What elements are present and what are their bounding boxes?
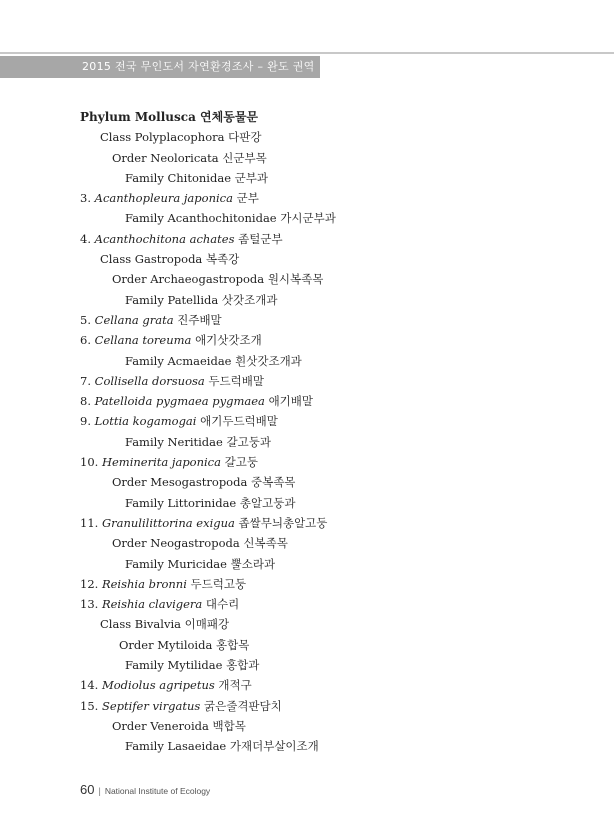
korean-name: 좁쌀무늬총알고둥 <box>238 515 328 530</box>
korean-name: 대수리 <box>205 597 240 612</box>
species-entry <box>80 574 580 594</box>
rank-label: Order <box>112 272 147 287</box>
rank-label: Family <box>125 353 164 368</box>
species-name: Cellana grata <box>94 312 174 327</box>
running-header <box>0 56 320 78</box>
species-number: 4. <box>80 231 91 246</box>
species-name: Reishia clavigera <box>101 597 203 612</box>
rank-label: Family <box>125 658 164 673</box>
taxon-name: Bivalvia <box>134 617 181 632</box>
species-number: 9. <box>80 414 91 429</box>
korean-name: 갈고둥과 <box>226 434 271 449</box>
species-name: Septifer virgatus <box>101 698 201 713</box>
rank-label: Order <box>112 536 147 551</box>
korean-name: 애기두드럭배말 <box>200 414 278 429</box>
species-entry <box>80 229 580 249</box>
species-number: 3. <box>80 191 91 206</box>
korean-name: 개적구 <box>218 678 252 693</box>
korean-name: 뿔소라과 <box>230 556 276 571</box>
family-entry <box>80 351 580 371</box>
korean-name: 삿갓조개과 <box>221 292 278 307</box>
korean-name: 신복족목 <box>243 536 288 551</box>
korean-name: 애기배말 <box>268 394 314 409</box>
korean-name: 백합목 <box>212 718 246 733</box>
species-number: 12. <box>80 576 99 591</box>
rank-label: Family <box>125 739 164 754</box>
species-entry <box>80 330 580 350</box>
running-header-title: 2015 전국 무인도서 자연환경조사 – 완도 권역 <box>82 60 315 73</box>
taxon-name: Neritidae <box>167 434 223 449</box>
taxon-name: Acmaeidae <box>167 353 232 368</box>
taxon-name: Chitonidae <box>167 170 232 185</box>
species-entry <box>80 594 580 614</box>
taxon-name: Mollusca <box>134 110 196 124</box>
institute-name: National Institute of Ecology <box>104 786 211 796</box>
species-name: Patelloida pygmaea pygmaea <box>94 394 265 409</box>
rank-label: Order <box>112 718 147 733</box>
header-accent <box>0 56 76 78</box>
species-number: 10. <box>80 455 99 470</box>
taxon-name: Neogastropoda <box>150 536 240 551</box>
page-footer <box>80 780 210 800</box>
order-entry <box>80 533 580 553</box>
species-name: Acanthochitona achates <box>94 231 235 246</box>
rank-label: Order <box>119 637 154 652</box>
class-entry <box>80 127 580 147</box>
family-entry <box>80 493 580 513</box>
korean-name: 중복족목 <box>250 475 296 490</box>
korean-name: 총알고둥과 <box>239 495 296 510</box>
rank-label: Family <box>125 170 164 185</box>
class-entry <box>80 614 580 634</box>
rank-label: Order <box>112 475 147 490</box>
species-name: Lottia kogamogai <box>94 414 197 429</box>
rank-label: Family <box>125 211 164 226</box>
rank-label: Phylum <box>80 110 131 124</box>
top-rule <box>0 52 614 54</box>
order-entry <box>80 148 580 168</box>
family-entry <box>80 168 580 188</box>
korean-name: 가시군부과 <box>280 211 336 226</box>
species-name: Cellana toreuma <box>94 333 192 348</box>
species-entry <box>80 310 580 330</box>
species-number: 13. <box>80 597 99 612</box>
taxon-name: Mytilidae <box>167 658 223 673</box>
korean-name: 다판강 <box>228 130 262 145</box>
korean-name: 군부 <box>236 191 259 206</box>
rank-label: Family <box>125 556 164 571</box>
korean-name: 연체동물문 <box>200 110 259 124</box>
species-name: Acanthopleura japonica <box>94 191 233 206</box>
korean-name: 원시복족목 <box>267 272 324 287</box>
species-entry <box>80 188 580 208</box>
rank-label: Family <box>125 292 164 307</box>
rank-label: Order <box>112 150 147 165</box>
taxon-name: Littorinidae <box>167 495 237 510</box>
taxon-name: Neoloricata <box>150 150 219 165</box>
rank-label: Family <box>125 495 164 510</box>
family-entry <box>80 736 580 756</box>
class-entry <box>80 249 580 269</box>
korean-name: 진주배말 <box>177 312 222 327</box>
species-entry <box>80 513 580 533</box>
species-name: Granulilittorina exigua <box>101 515 235 530</box>
phylum-entry <box>80 107 580 127</box>
order-entry <box>80 716 580 736</box>
species-number: 7. <box>80 373 91 388</box>
korean-name: 홍합목 <box>215 637 250 652</box>
page-number: 60 <box>80 782 95 797</box>
species-name: Reishia bronni <box>101 576 187 591</box>
species-number: 15. <box>80 698 99 713</box>
species-name: Collisella dorsuosa <box>94 373 205 388</box>
korean-name: 복족강 <box>205 252 240 267</box>
family-entry <box>80 208 580 228</box>
taxon-name: Mytiloida <box>157 637 213 652</box>
taxon-name: Gastropoda <box>134 252 203 267</box>
species-entry <box>80 391 580 411</box>
korean-name: 흰삿갓조개과 <box>235 353 302 368</box>
footer-separator: | <box>98 786 101 796</box>
korean-name: 좀털군부 <box>238 231 283 246</box>
taxon-name: Veneroida <box>150 718 209 733</box>
taxon-name: Acanthochitonidae <box>167 211 277 226</box>
family-entry <box>80 554 580 574</box>
species-entry <box>80 411 580 431</box>
taxon-name: Mesogastropoda <box>150 475 248 490</box>
species-number: 5. <box>80 312 91 327</box>
korean-name: 이매패강 <box>184 617 230 632</box>
family-entry <box>80 655 580 675</box>
korean-name: 굵은줄격판담치 <box>204 698 282 713</box>
rank-label: Class <box>100 252 132 267</box>
korean-name: 애기삿갓조개 <box>195 333 262 348</box>
korean-name: 군부과 <box>234 170 268 185</box>
korean-name: 가재더부살이조개 <box>229 739 319 754</box>
species-entry <box>80 675 580 695</box>
taxonomy-list <box>80 107 580 757</box>
order-entry <box>80 472 580 492</box>
species-entry <box>80 371 580 391</box>
taxon-name: Lasaeidae <box>167 739 227 754</box>
taxon-name: Archaeogastropoda <box>150 272 265 287</box>
taxon-name: Patellida <box>167 292 219 307</box>
order-entry <box>80 635 580 655</box>
taxon-name: Muricidae <box>167 556 227 571</box>
korean-name: 신군부목 <box>222 150 267 165</box>
family-entry <box>80 290 580 310</box>
species-entry <box>80 452 580 472</box>
taxon-name: Polyplacophora <box>134 130 225 145</box>
species-number: 14. <box>80 678 99 693</box>
korean-name: 홍합과 <box>226 658 260 673</box>
species-number: 8. <box>80 394 91 409</box>
species-entry <box>80 696 580 716</box>
korean-name: 두드럭배말 <box>208 373 264 388</box>
family-entry <box>80 432 580 452</box>
species-name: Heminerita japonica <box>101 455 221 470</box>
korean-name: 갈고둥 <box>224 455 258 470</box>
korean-name: 두드럭고둥 <box>190 576 247 591</box>
rank-label: Class <box>100 130 132 145</box>
rank-label: Class <box>100 617 132 632</box>
species-number: 6. <box>80 333 91 348</box>
order-entry <box>80 269 580 289</box>
species-name: Modiolus agripetus <box>101 678 215 693</box>
species-number: 11. <box>80 515 99 530</box>
rank-label: Family <box>125 434 164 449</box>
